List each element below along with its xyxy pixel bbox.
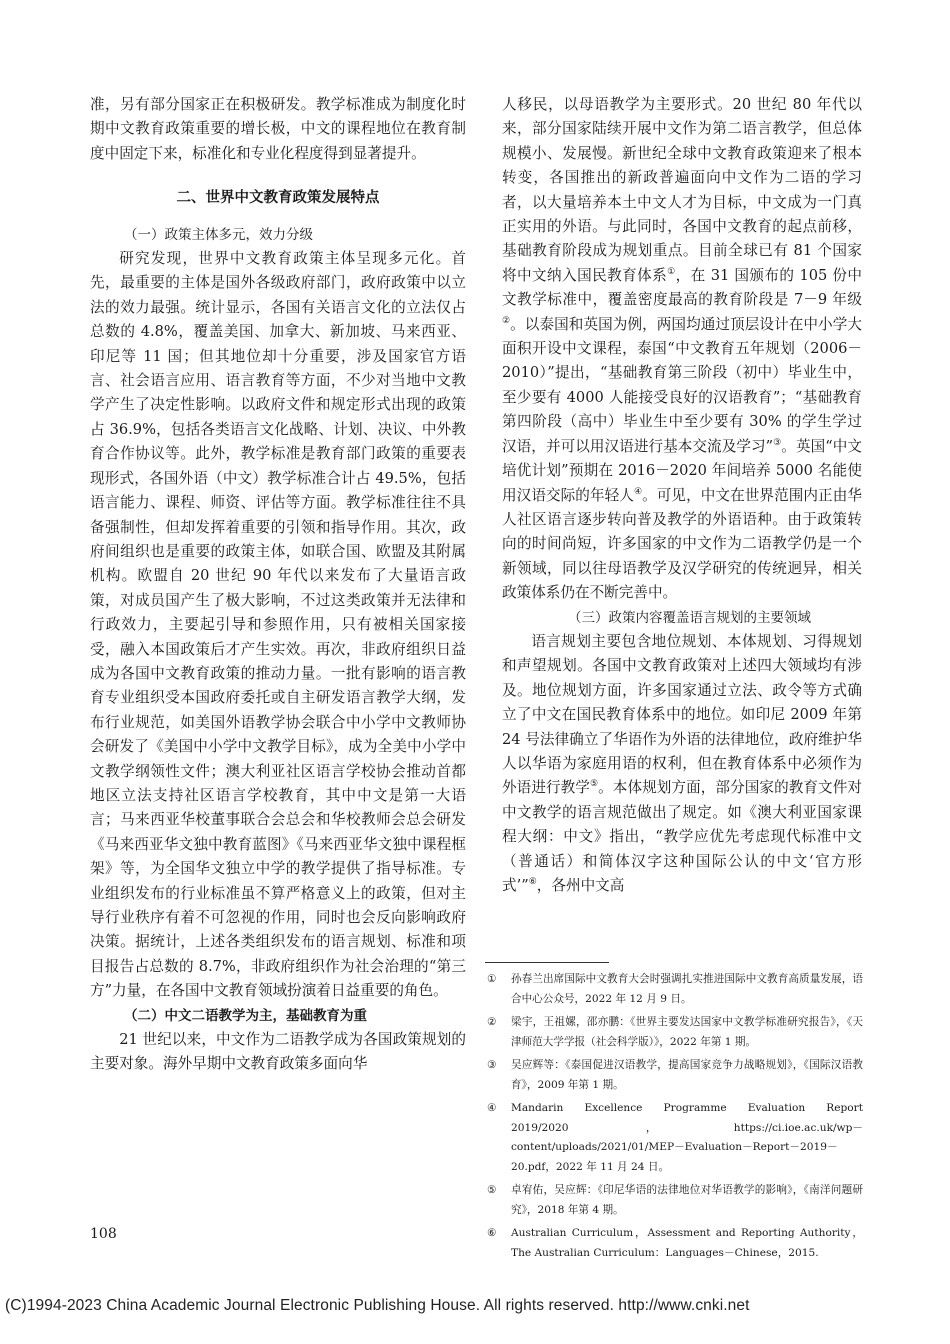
footnote-divider (485, 962, 609, 963)
subsection-heading-1: （一）政策主体多元，效力分级 (124, 226, 313, 243)
footnote-item: ③ 吴应辉等：《泰国促进汉语教学，提高国家竞争力战略规划》，《国际汉语教育》，2009 年第 1 期。 (487, 1059, 863, 1091)
left-column (90, 93, 466, 1077)
footnote-ref-6: ⑥ (528, 877, 537, 888)
footnote-ref-3: ③ (773, 437, 782, 448)
footnote-ref-5: ⑤ (589, 779, 599, 790)
subsection-1-paragraph: 研究发现，世界中文教育政策主体呈现多元化。首先，最重要的主体是国外各级政府部门，政府政策中以立法的效力最强。统计显示，各国有关语言文化的立法仅占总数的 4.8%，覆盖美国、加拿大、新加坡、马来西亚、印尼等 11 国；但其地位却十分重要，涉及国家官方语言、社会语言应用、语言教育等方面，不少对当地中文教学产生了决定性影响。以政府文件和规定形式出现的政策占 36.9%，包括各类语言文化战略、计划、决议、中外教育合作协议等。此外，教学标准是教育部门政策的重要表现形式，各国外语（中文）教学标准合计占 49.5%，包括语言能力、课程、师资、评估等方面。教学标准往往不具备强制性，但却发挥着重要的引领和指导作用。其次，政府间组织也是重要的政策主体，如联合国、欧盟及其附属机构。欧盟自 20 世纪 90 年代以来发布了大量语言政策，对成员国产生了极大影响，不过这类政策并无法律和行政效力，主要起引导和参照作用，只有被相关国家接受，融入本国政策后才产生实效。再次，非政府组织日益成为各国中文教育政策的推动力量。一批有影响的语言教育专业组织受本国政府委托或自主研发语言教学大纲，发布行业规范，如美国外语教学协会联合中小学中文教师协会研发了《美国中小学中文教学目标》，成为全美中小学中文教学纲领性文件；澳大利亚社区语言学校协会推动首都地区立法支持社区语言学校教育，其中中文是第一大语言；马来西亚华校董事联合会总会和华校教师会总会研发《马来西亚华文独中教育蓝图》《马来西亚华文独中课程框架》等，为全国华文独立中学的教学提供了指导标准。专业组织发布的行业标准虽不算严格意义上的政策，但对主导行业秩序有着不可忽视的作用，同时也会反向影响政府决策。据统计，上述各类组织发布的语言规划、标准和项目报告占总数的 8.7%，非政府组织作为社会治理的“第三方”力量，在各国中文教育领域扮演着日益重要的角色。 (90, 250, 466, 1000)
continued-paragraph: 人移民，以母语教学为主要形式。20 世纪 80 年代以来，部分国家陆续开展中文作为第二语言教学，但总体规模小、发展慢。新世纪全球中文教育政策迎来了根本转变，各国推出的新政普遍面向中文作为二语的学习者，以大量培养本土中文人才为目标，中文成为一门真正实用的外语。与此同时，各国中文教育的起点前移，基础教育阶段成为规划重点。目前全球已有 81 个国家将中文纳入国民教育体系①，在 31 国颁布的 105 份中文教学标准中，覆盖密度最高的教育阶段是 7－9 年级②。以泰国和英国为例，两国均通过顶层设计在中小学大面积开设中文课程，泰国“中文教育五年规划（2006－2010）”提出，“基础教育第三阶段（初中）毕业生中，至少要有 4000 人能接受良好的汉语教育”；“基础教育第四阶段（高中）毕业生中至少要有 30% 的学生学过汉语，并可以用汉语进行基本交流及学习”③。英国“中文培优计划”预期在 2016－2020 年间培养 5000 名能使用汉语交际的年轻人④。可见，中文在世界范围内正由华人社区语言逐步转向普及教学的外语语种。由于政策转向的时间尚短，许多国家的中文作为二语教学仍是一个新领域，同以往母语教学及汉学研究的传统迥异，相关政策体系仍在不断完善中。 (502, 96, 862, 602)
copyright-notice: (C)1994-2023 China Academic Journal Electronic Publishing House. All rights reserved. http://www.cnki.net (5, 1297, 750, 1314)
right-column (502, 93, 862, 898)
footnote-item: ① 孙春兰出席国际中文教育大会时强调扎实推进国际中文教育高质量发展，语合中心公众号，2022 年 12 月 9 日。 (487, 973, 863, 1005)
subsection-2-paragraph: 21 世纪以来，中文作为二语教学成为各国政策规划的主要对象。海外早期中文教育政策多面向华 (90, 1031, 466, 1073)
footnote-item: ⑤ 卓宥佑，吴应辉：《印尼华语的法律地位对华语教学的影响》，《南洋问题研究》，2018 年第 4 期。 (487, 1184, 863, 1216)
subsection-heading-2: （二）中文二语教学为主，基础教育为重 (124, 1007, 367, 1024)
footnote-ref-1: ① (667, 266, 676, 277)
subsection-3-paragraph: 语言规划主要包含地位规划、本体规划、习得规划和声望规划。各国中文教育政策对上述四大领域均有涉及。地位规划方面，许多国家通过立法、政令等方式确立了中文在国民教育体系中的地位。如印尼 2009 年第 24 号法律确立了华语作为外语的法律地位，政府维护华人以华语为家庭用语的权利，但在教育体系中必须作为外语进行教学⑤。本体规划方面，部分国家的教育文件对中文教学的语言规范做出了规定。如《澳大利亚国家课程大纲：中文》指出，“教学应优先考虑现代标准中文（普通话）和简体汉字这种国际公认的中文‘官方形式’”⑥，各州中文高 (502, 632, 862, 894)
footnote-item: ④ Mandarin Excellence Programme Evaluation Report 2019/2020，https://ci.ioe.ac.uk/wp－content/uploads/2021/01/MEP－Evaluation－Report－2019－20.pdf，2022 年 11 月 24 日。 (487, 1102, 863, 1173)
footnote-item: ② 梁宇，王祖嫘，邵亦鹏：《世界主要发达国家中文教学标准研究报告》，《天津师范大学学报（社会科学版）》，2022 年第 1 期。 (487, 1016, 863, 1048)
footnotes (487, 970, 863, 1267)
page-number: 108 (90, 1226, 117, 1242)
intro-paragraph: 准，另有部分国家正在积极研发。教学标准成为制度化时期中文教育政策重要的增长极，中文的课程地位在教育制度中固定下来，标准化和专业化程度得到显著提升。 (90, 96, 466, 162)
section-heading: 二、世界中文教育政策发展特点 (176, 190, 380, 207)
footnote-ref-2: ② (502, 315, 511, 326)
subsection-heading-3: （三）政策内容覆盖语言规划的主要领域 (568, 609, 811, 626)
footnote-ref-4: ④ (633, 486, 643, 497)
footnote-item: ⑥ Australian Curriculum，Assessment and Reporting Authority，The Australian Curriculum：Languages－Chinese，2015. (487, 1227, 863, 1259)
